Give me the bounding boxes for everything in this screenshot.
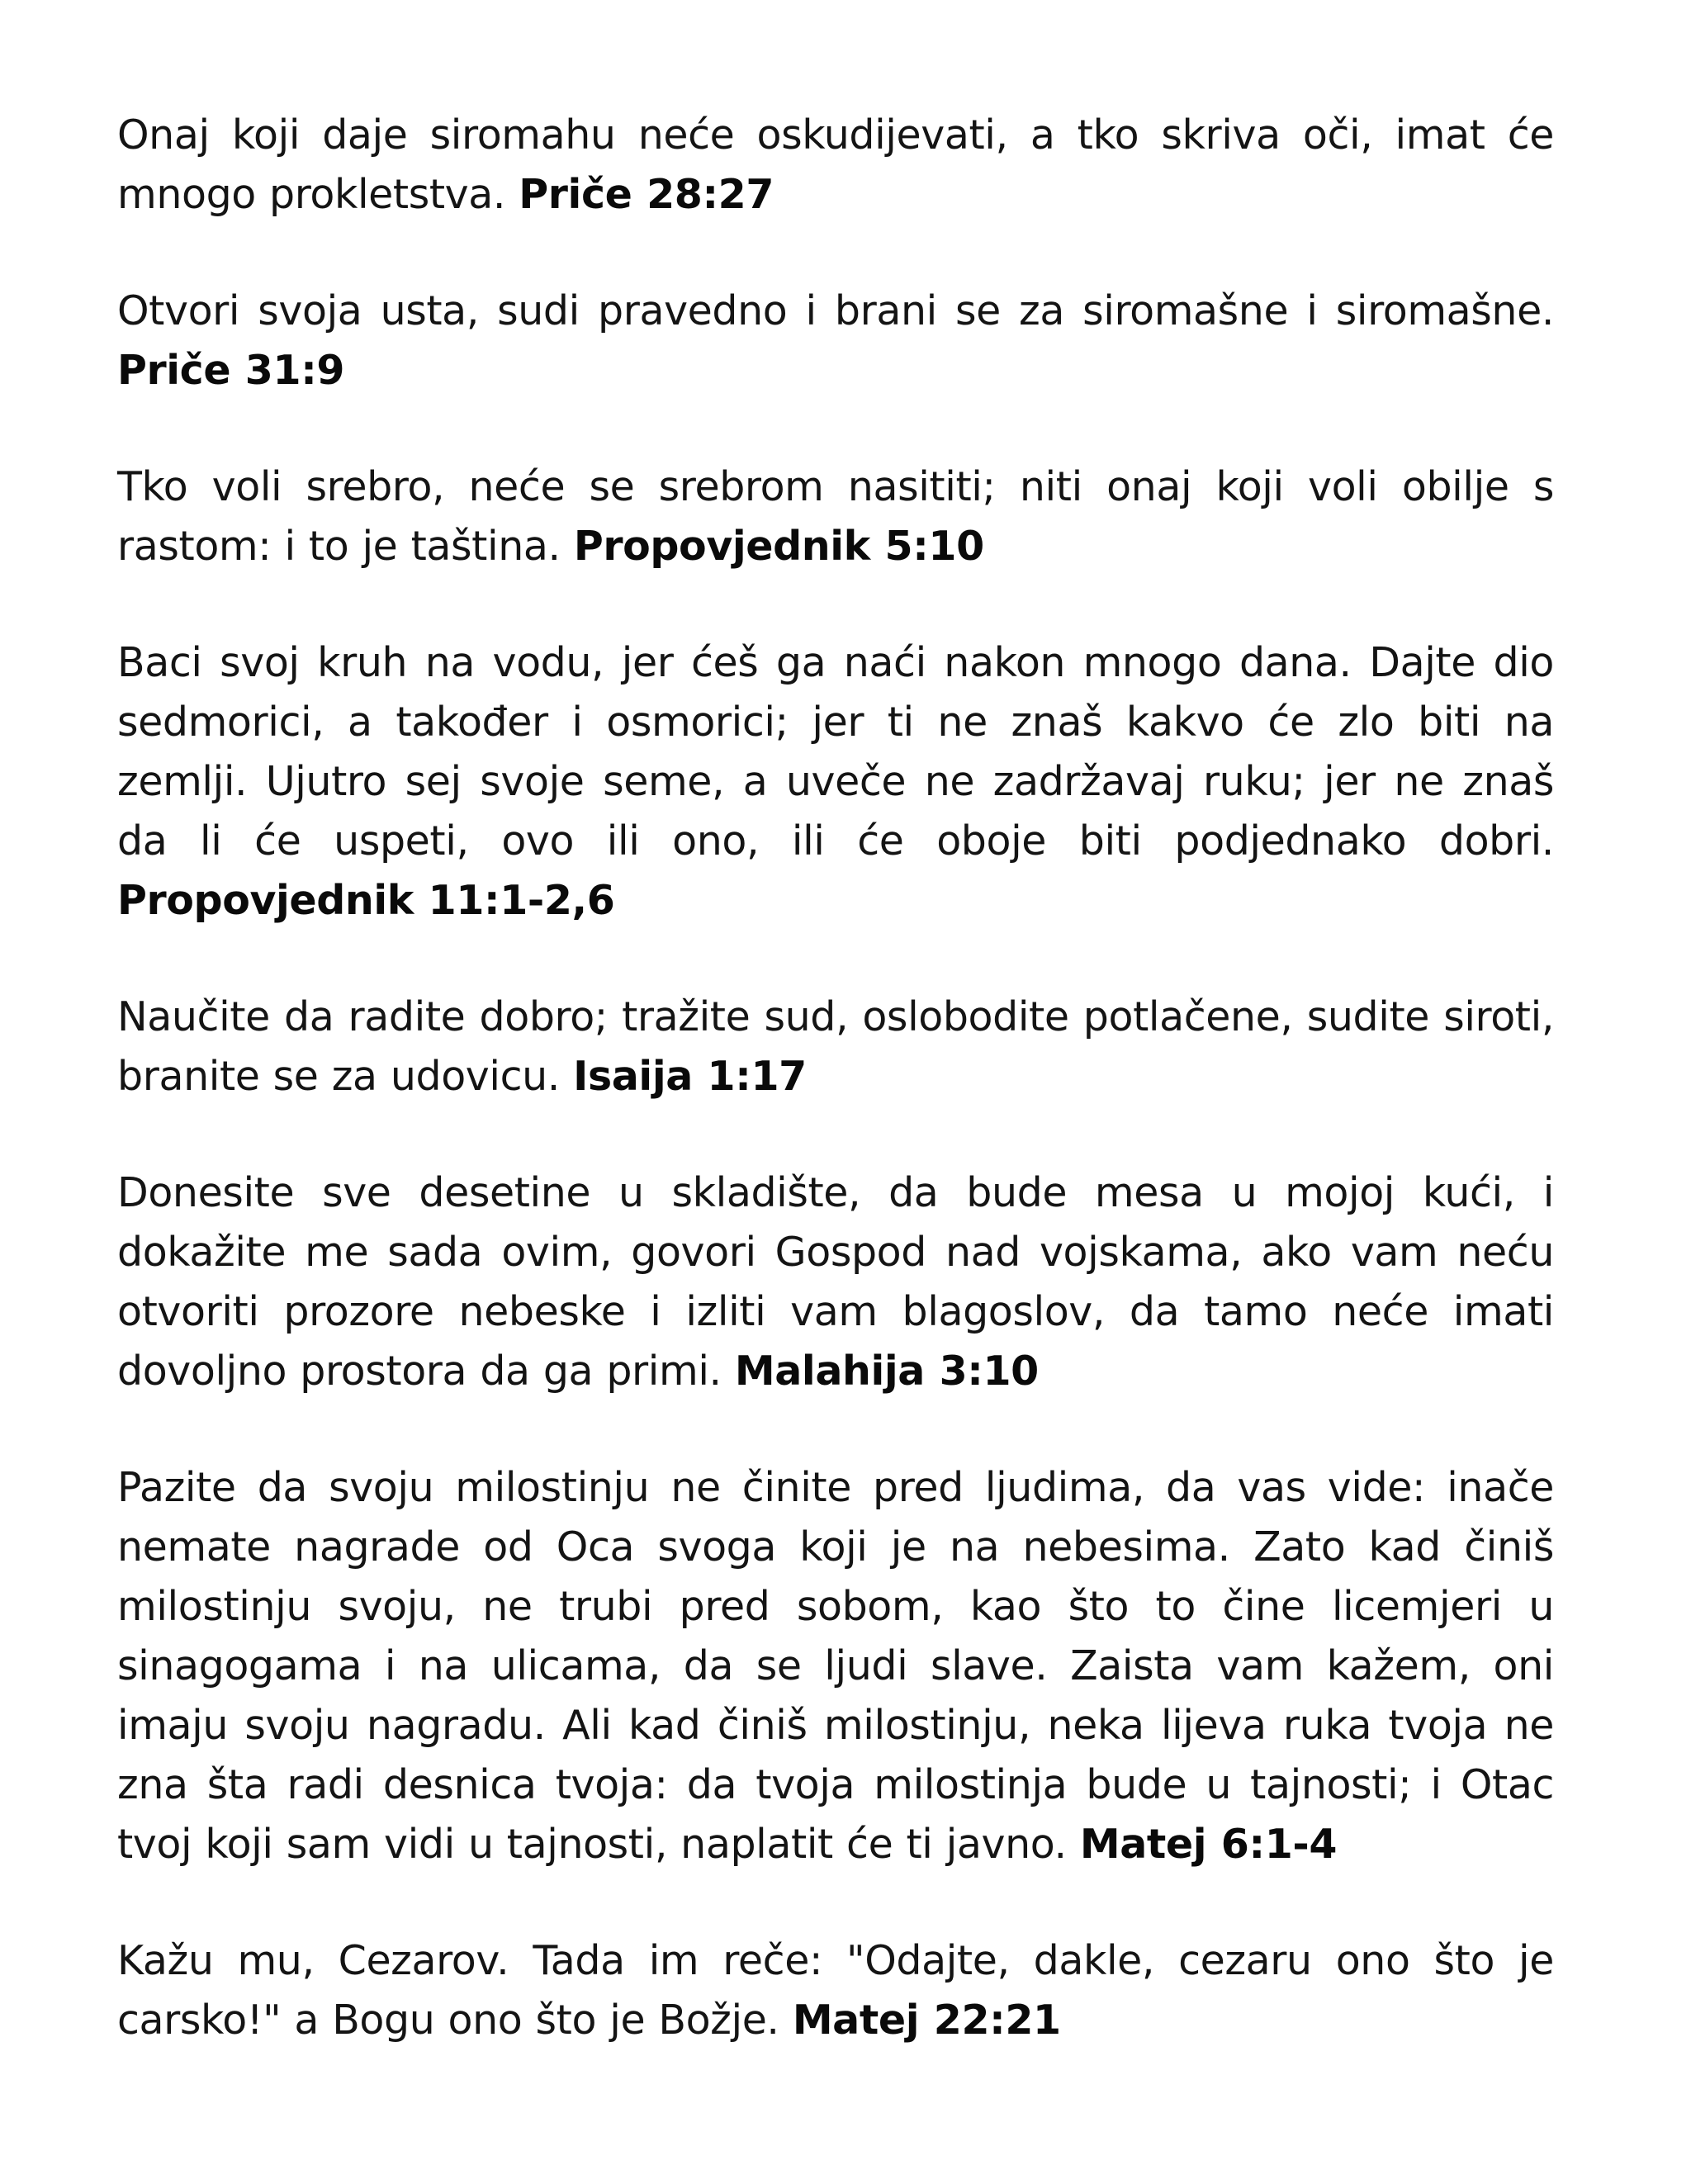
verse-reference: Priče 31:9 [117, 347, 345, 394]
document-page [117, 106, 1554, 2107]
verse-paragraph [117, 457, 1554, 576]
verse-paragraph [117, 1458, 1554, 1874]
verse-text: Naučite da radite dobro; tražite sud, oslobodite potlačene, sudite siroti, branite se za udovicu. [117, 993, 1554, 1100]
verse-reference: Matej 22:21 [792, 1997, 1061, 2044]
verse-reference: Priče 28:27 [519, 171, 774, 218]
verse-paragraph [117, 633, 1554, 931]
verse-paragraph [117, 282, 1554, 400]
verse-reference: Propovjednik 11:1-2,6 [117, 877, 615, 924]
verse-reference: Matej 6:1-4 [1079, 1821, 1338, 1868]
verse-text: Pazite da svoju milostinju ne činite pred ljudima, da vas vide: inače nemate nagrade od Oca svoga koji je na nebesima. Zato kad činiš milostinju svoju, ne trubi pred sobom, kao što to čine licemjeri u sinagogama i na ulicama, da se ljudi slave. Zaista vam kažem, oni imaju svoju nagradu. Ali kad činiš milostinju, neka lijeva ruka tvoja ne zna šta radi desnica tvoja: da tvoja milostinja bude u tajnosti; i Otac tvoj koji sam vidi u tajnosti, naplatit će ti javno. [117, 1464, 1554, 1868]
verse-text: Onaj koji daje siromahu neće oskudijevati, a tko skriva oči, imat će mnogo prokletstva. [117, 111, 1554, 218]
verse-paragraph [117, 1931, 1554, 2050]
verse-reference: Propovjednik 5:10 [573, 523, 984, 570]
verse-paragraph [117, 988, 1554, 1106]
verse-paragraph [117, 1163, 1554, 1401]
verse-text: Baci svoj kruh na vodu, jer ćeš ga naći nakon mnogo dana. Dajte dio sedmorici, a također i osmorici; jer ti ne znaš kakvo će zlo biti na zemlji. Ujutro sej svoje seme, a uveče ne zadržavaj ruku; jer ne znaš da li će uspeti, ovo ili ono, ili će oboje biti podjednako dobri. [117, 639, 1554, 865]
verse-text: Donesite sve desetine u skladište, da bude mesa u mojoj kući, i dokažite me sada ovim, govori Gospod nad vojskama, ako vam neću otvoriti prozore nebeske i izliti vam blagoslov, da tamo neće imati dovoljno prostora da ga primi. [117, 1169, 1554, 1395]
verse-text: Otvori svoja usta, sudi pravedno i brani se za siromašne i siromašne. [117, 287, 1554, 334]
verse-text: Kažu mu, Cezarov. Tada im reče: "Odajte, dakle, cezaru ono što je carsko!" a Bogu ono što je Božje. [117, 1937, 1554, 2044]
verse-text: Tko voli srebro, neće se srebrom nasititi; niti onaj koji voli obilje s rastom: i to je taština. [117, 463, 1554, 570]
verse-paragraph [117, 106, 1554, 225]
verse-reference: Isaija 1:17 [573, 1053, 807, 1100]
verse-reference: Malahija 3:10 [734, 1348, 1039, 1395]
